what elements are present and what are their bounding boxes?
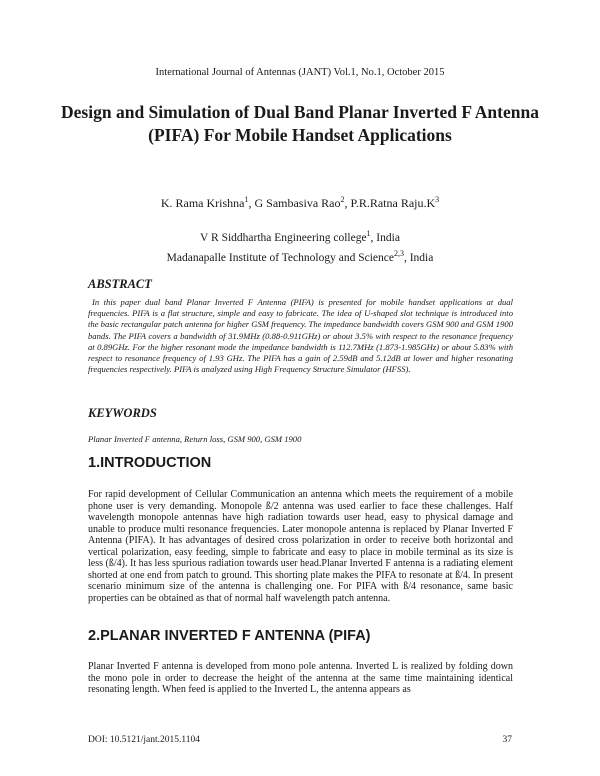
author-separator: , <box>248 196 255 210</box>
author-separator: , <box>344 196 351 210</box>
introduction-heading: 1.INTRODUCTION <box>88 455 212 471</box>
author-name: P.R.Ratna Raju.K <box>350 196 436 210</box>
author-affiliation-mark: 1 <box>244 195 249 204</box>
keywords-text: Planar Inverted F antenna, Return loss, GSM 900, GSM 1900 <box>88 434 302 444</box>
affiliation-2 <box>0 249 600 264</box>
author-line <box>0 195 600 211</box>
affiliation-1 <box>0 229 600 244</box>
introduction-text: For rapid development of Cellular Communication an antenna which meets the requirement of a mobile phone user is very demanding. Monopole ß/2 antenna was used earlier to face these challenges. Half wavelength monopole antennas have high radiation towards user head, easy to physical damage and unable to produce multi resonance frequencies. Later monopole antenna is replaced by Planar Inverted F Antenna (PIFA). It has advantages of desired cross polarization in order to receive both horizontal and vertical polarization, easy feeding, simple to fabricate and easy to place in mobile terminal as its size is less (ß/4). It has less spurious radiation towards user head.Planar Inverted F antenna is a radiating element shorted at one end from patch to ground. This shorting plate makes the PIFA to resonate at ß/4. In present scenario minimum size of the antenna is challenging one. For PIFA with ß/4 resonance, same basic properties can be obtained as that of normal half wavelength patch antenna. <box>88 489 513 604</box>
affiliation-country: , India <box>370 231 400 244</box>
affiliation-name: V R Siddhartha Engineering college <box>200 231 367 244</box>
abstract-heading: ABSTRACT <box>88 277 152 291</box>
affiliation-mark: 1 <box>366 229 371 238</box>
keywords-heading: KEYWORDS <box>88 406 157 420</box>
affiliation-mark: 2,3 <box>393 249 404 258</box>
author-affiliation-mark: 2 <box>340 195 345 204</box>
doi-footer: DOI: 10.5121/jant.2015.1104 <box>88 735 201 745</box>
pifa-section-text: Planar Inverted F antenna is developed from mono pole antenna. Inverted L is realized by folding down the mono pole in order to decrease the height of the antenna at the same time maintaining identical resonating length. When feed is applied to the Inverted L, the antenna appears as <box>88 661 513 695</box>
affiliation-country: , India <box>403 251 434 264</box>
journal-header: International Journal of Antennas (JANT) Vol.1, No.1, October 2015 <box>155 67 445 78</box>
abstract-text: In this paper dual band Planar Inverted F Antenna (PIFA) is presented for mobile handset applications at dual frequencies. PIFA is a flat structure, simple and easy to fabricate. The idea of U-shaped slot technique is introduced into the basic rectangular patch antenna for higher GSM frequency. The impedance bandwidth covers GSM 900 and GSM 1900 bands. The PIFA covers a bandwidth of 31.9MHz (0.88-0.911GHz) or about 3.5% with respect to the resonance frequency at 0.89GHz. For the higher resonant mode the impedance bandwidth is 112.7MHz (1.873-1.985GHz) or about 5.83% with respect to resonance frequency of 1.93 GHz. The PIFA has a gain of 2.59dB and 5.12dB at lower and higher resonating frequencies respectively. PIFA is analyzed using High Frequency Structure Simulator (HFSS). <box>88 297 513 375</box>
pifa-section-heading: 2.PLANAR INVERTED F ANTENNA (PIFA) <box>88 628 371 644</box>
paper-title: Design and Simulation of Dual Band Planar Inverted F Antenna (PIFA) For Mobile Handset Applications <box>61 102 539 145</box>
page-number: 37 <box>502 735 512 745</box>
author-name: K. Rama Krishna <box>160 196 245 210</box>
author-affiliation-mark: 3 <box>435 195 440 204</box>
affiliation-name: Madanapalle Institute of Technology and Science <box>166 251 394 264</box>
author-name: G Sambasiva Rao <box>254 196 341 210</box>
